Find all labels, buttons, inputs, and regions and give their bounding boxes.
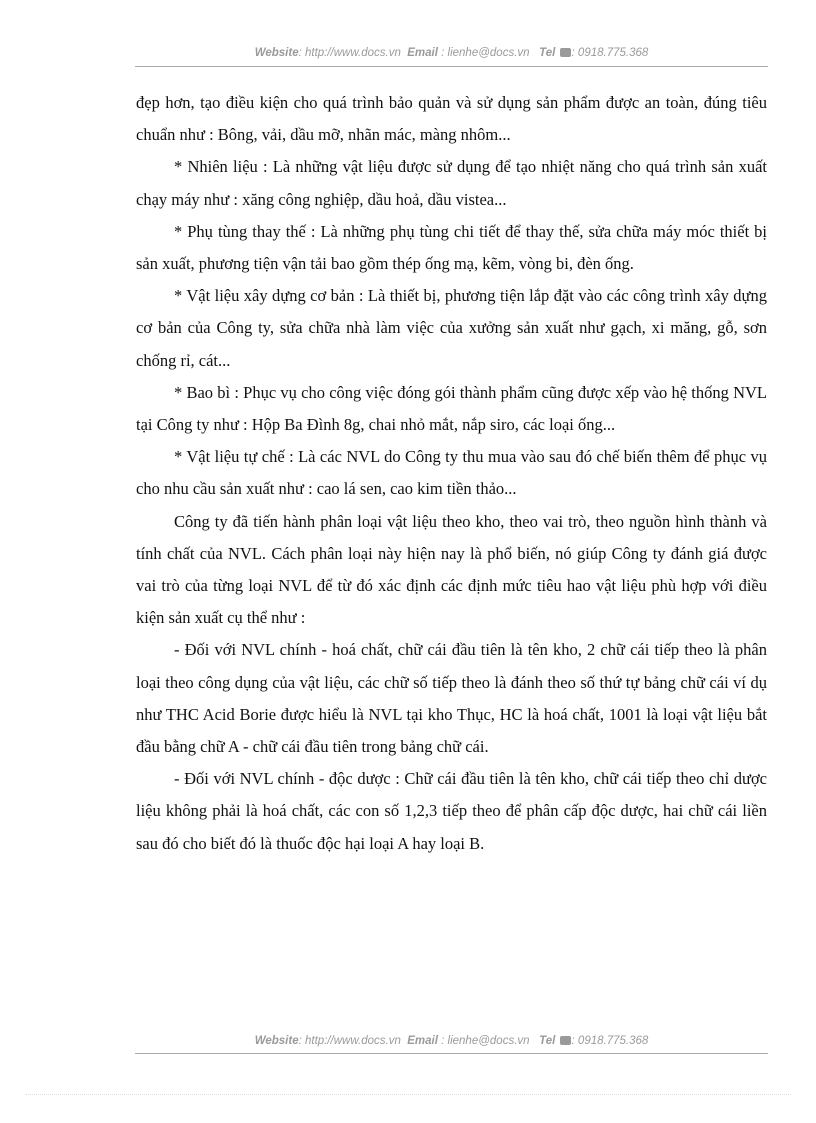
website-label: Website (254, 1035, 299, 1047)
tel-label: Tel (539, 1035, 556, 1047)
footer-rule (135, 1053, 768, 1054)
header-rule (135, 66, 768, 67)
paragraph: * Nhiên liệu : Là những vật liệu được sử dụng để tạo nhiệt năng cho quá trình sản xuất chạy máy như : xăng công nghiệp, dầu hoả, dầu vistea... (136, 157, 767, 209)
tel-value: : 0918.775.368 (571, 1035, 649, 1047)
paragraph: Công ty đã tiến hành phân loại vật liệu theo kho, theo vai trò, theo nguồn hình thành và tính chất của NVL. Cách phân loại này hiện nay là phổ biến, nó giúp Công ty đánh giá được vai trò của từng loại NVL để từ đó xác định các định mức tiêu hao vật liệu phù hợp với điều kiện sản xuất cụ thể như : (136, 511, 767, 628)
paragraph: * Phụ tùng thay thế : Là những phụ tùng chi tiết để thay thế, sửa chữa máy móc thiết bị sản xuất, phương tiện vận tải bao gồm thép ống mạ, kẽm, vòng bi, đèn ống. (136, 221, 767, 274)
email-value: : lienhe@docs.vn (441, 47, 530, 59)
website-label: Website (254, 47, 299, 59)
page-edge-divider (25, 1094, 791, 1095)
paragraph: * Bao bì : Phục vụ cho công việc đóng gói thành phẩm cũng được xếp vào hệ thống NVL tại Công ty như : Hộp Ba Đình 8g, chai nhỏ mắt, nắp siro, các loại ống... (136, 382, 767, 435)
email-label: Email (407, 1035, 438, 1047)
website-value: : http://www.docs.vn (298, 1035, 401, 1047)
paragraph: đẹp hơn, tạo điều kiện cho quá trình bảo quản và sử dụng sản phẩm được an toàn, đúng tiêu chuẩn như : Bông, vải, dầu mỡ, nhãn mác, màng nhôm... (136, 93, 767, 145)
email-label: Email (407, 47, 438, 59)
email-value: : lienhe@docs.vn (441, 1035, 530, 1047)
page-footer (135, 1035, 768, 1047)
paragraph: - Đối với NVL chính - độc dược : Chữ cái đầu tiên là tên kho, chữ cái tiếp theo chỉ dược liệu không phải là hoá chất, các con số 1,2,3 tiếp theo để phân cấp độc dược, hai chữ cái liền sau đó cho biết đó là thuốc độc hại loại A hay loại B. (136, 769, 767, 853)
document-body (136, 87, 767, 860)
paragraph: - Đối với NVL chính - hoá chất, chữ cái đầu tiên là tên kho, 2 chữ cái tiếp theo là phân loại theo công dụng của vật liệu, các chữ số tiếp theo là đánh theo số thứ tự bảng chữ cái ví dụ như THC Acid Borie được hiểu là NVL tại kho Thục, HC là hoá chất, 1001 là loại vật liệu bắt đầu bằng chữ A - chữ cái đầu tiên trong bảng chữ cái. (136, 640, 767, 757)
page-header (135, 47, 768, 59)
phone-icon (560, 48, 571, 57)
tel-label: Tel (539, 47, 556, 59)
paragraph: * Vật liệu tự chế : Là các NVL do Công ty thu mua vào sau đó chế biến thêm để phục vụ cho nhu cầu sản xuất như : cao lá sen, cao kim tiền thảo... (136, 447, 767, 499)
paragraph: * Vật liệu xây dựng cơ bản : Là thiết bị, phương tiện lắp đặt vào các công trình xây dựng cơ bản của Công ty, sửa chữa nhà làm việc của xưởng sản xuất như gạch, xi măng, gỗ, sơn chống rỉ, cát... (136, 286, 767, 370)
phone-icon (560, 1036, 571, 1045)
website-value: : http://www.docs.vn (298, 47, 401, 59)
tel-value: : 0918.775.368 (571, 47, 649, 59)
